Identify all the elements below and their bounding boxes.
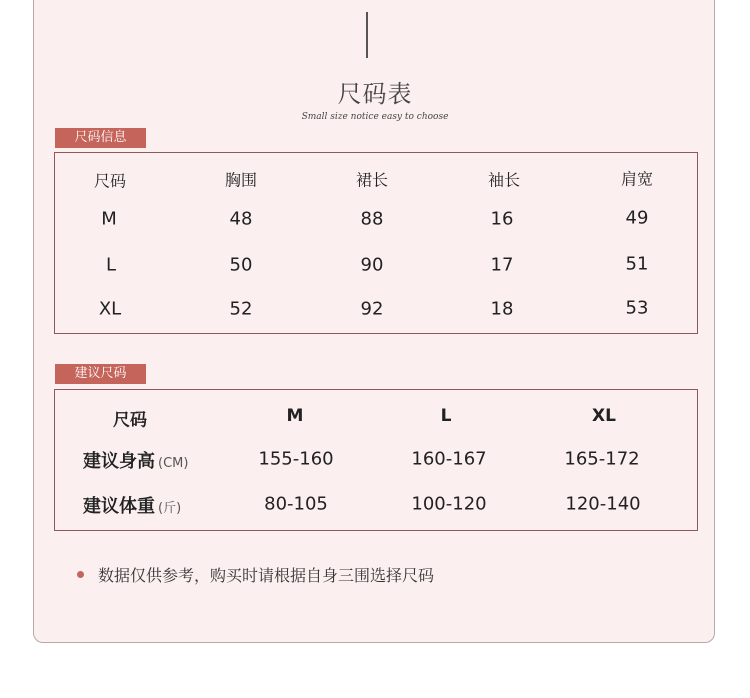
table-cell: 160-167 (411, 448, 487, 470)
page-subtitle: Small size notice easy to choose (301, 112, 449, 122)
table-cell: 16 (490, 208, 514, 230)
table-cell: M (101, 208, 117, 230)
weight-row-label (83, 492, 181, 518)
table-cell: 165-172 (564, 448, 640, 470)
table-header-bust: 胸围 (224, 170, 258, 190)
table-cell: XL (98, 298, 122, 320)
table-header-size: 尺码 (113, 410, 147, 431)
height-label: 建议身高 (83, 451, 155, 472)
table-cell: 120-140 (565, 493, 641, 515)
table-cell: 52 (229, 298, 253, 320)
table-cell: 90 (360, 254, 384, 276)
note-text: 数据仅供参考，购买时请根据自身三围选择尺码 (98, 565, 435, 585)
table-cell: 155-160 (258, 448, 334, 470)
table-cell: 80-105 (264, 493, 328, 515)
weight-label: 建议体重 (83, 496, 155, 517)
table-cell: 53 (625, 297, 649, 319)
page-title: 尺码表 (337, 80, 413, 108)
recommend-size-table (54, 389, 698, 531)
table-header-size: 尺码 (93, 171, 127, 191)
table-cell: 18 (490, 298, 514, 320)
table-cell: 100-120 (411, 493, 487, 515)
table-cell: 17 (490, 254, 514, 276)
table-cell: 48 (229, 208, 253, 230)
table-header-l: L (440, 406, 452, 426)
size-info-tag: 尺码信息 (55, 128, 146, 148)
table-cell: 92 (360, 298, 384, 320)
table-header-length: 裙长 (355, 170, 389, 190)
size-info-table (54, 152, 698, 334)
recommend-size-tag: 建议尺码 (55, 364, 146, 384)
table-header-shoulder: 肩宽 (620, 169, 654, 189)
bullet-dot-icon (77, 571, 84, 578)
table-cell: L (105, 254, 117, 276)
reference-note (77, 562, 434, 586)
weight-unit: (斤) (158, 501, 182, 516)
table-header-xl: XL (592, 406, 616, 426)
table-header-sleeve: 袖长 (487, 170, 521, 190)
height-unit: (CM) (158, 456, 189, 471)
table-cell: 50 (229, 254, 253, 276)
table-cell: 51 (625, 253, 649, 275)
table-cell: 49 (625, 207, 649, 229)
table-cell: 88 (360, 208, 384, 230)
table-header-m: M (286, 406, 304, 426)
height-row-label (83, 447, 188, 473)
decorative-divider-line (366, 12, 368, 58)
